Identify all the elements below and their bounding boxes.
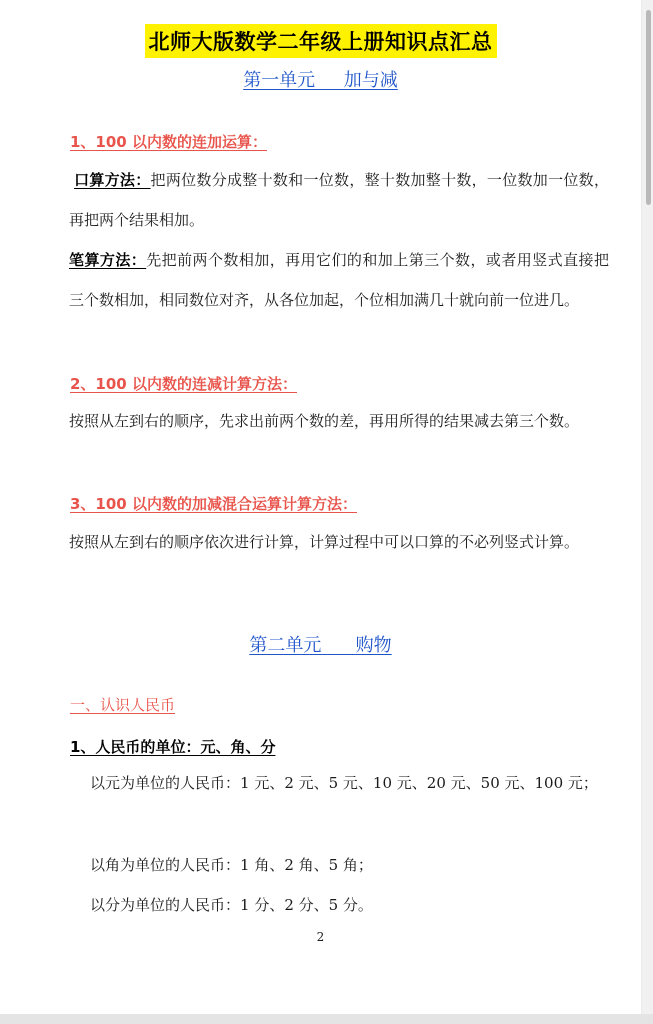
title-container xyxy=(0,24,641,58)
oral-method-text: 把两位数分成整十数和一位数，整十数加整十数，一位数加一位数，再把两个结果相加。 xyxy=(69,171,609,229)
jiao-denominations: 以角为单位的人民币：1 角、2 角、5 角； xyxy=(90,856,373,874)
document-title: 北师大版数学二年级上册知识点汇总 xyxy=(145,24,497,58)
unit-2-heading: 第二单元 购物 xyxy=(249,635,392,656)
fen-denominations: 以分为单位的人民币：1 分、2 分、5 分。 xyxy=(90,896,373,914)
oral-method-paragraph xyxy=(69,160,609,240)
rmb-units-subheading: 1、人民币的单位：元、角、分 xyxy=(70,738,276,756)
vertical-scrollbar[interactable] xyxy=(646,10,651,205)
section-2-text: 按照从左到右的顺序，先求出前两个数的差，再用所得的结果减去第三个数。 xyxy=(69,412,580,430)
section-2-heading: 2、100 以内数的连减计算方法： xyxy=(70,375,297,393)
rmb-section-heading: 一、认识人民币 xyxy=(70,696,176,714)
section-3-text: 按照从左到右的顺序依次进行计算，计算过程中可以口算的不必列竖式计算。 xyxy=(69,533,580,551)
yuan-text: 以元为单位的人民币：1 元、2 元、5 元、10 元、20 元、50 元、100 元； xyxy=(90,774,598,792)
written-method-text: 先把前两个数相加，再用它们的和加上第三个数，或者用竖式直接把三个数相加，相同数位对齐，从各位加起，个位相加满几十就向前一位进几。 xyxy=(69,251,609,309)
unit-1-heading: 第一单元 加与减 xyxy=(243,70,398,91)
written-method-label: 笔算方法： xyxy=(69,251,147,269)
bottom-bar xyxy=(0,1014,653,1024)
written-method-paragraph xyxy=(69,240,609,320)
section-1-heading: 1、100 以内数的连加运算： xyxy=(70,133,267,151)
section-3-heading: 3、100 以内数的加减混合运算计算方法： xyxy=(70,495,357,513)
yuan-denominations xyxy=(90,763,610,803)
page-number: 2 xyxy=(316,930,325,944)
oral-method-label: 口算方法： xyxy=(74,171,151,189)
